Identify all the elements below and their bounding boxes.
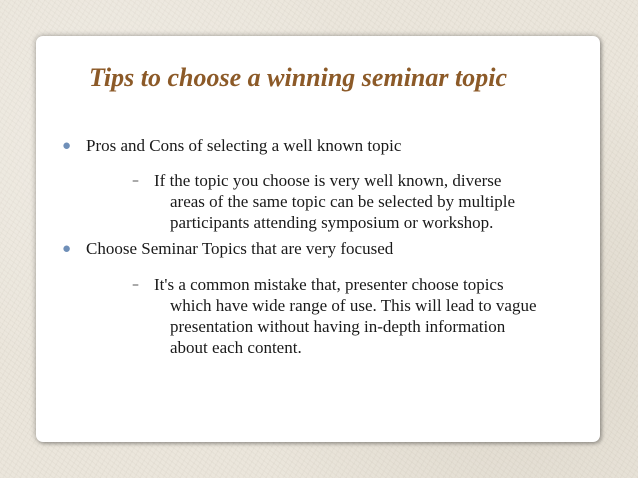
dash-icon: –: [132, 173, 139, 189]
sub-bullet-line: areas of the same topic can be selected by multiple: [170, 192, 516, 211]
sub-bullet-line: presentation without having in-depth information: [170, 317, 506, 336]
slide-title: Tips to choose a winning seminar topic: [89, 63, 507, 92]
bullet-dot-icon: ●: [62, 138, 72, 154]
sub-bullet-line: which have wide range of use. This will lead to vague: [170, 296, 537, 315]
bullet-text: Pros and Cons of selecting a well known topic: [86, 136, 402, 155]
sub-bullet-line: participants attending symposium or workshop.: [170, 213, 494, 232]
bullet-dot-icon: ●: [62, 241, 72, 257]
sub-bullet-line: about each content.: [170, 338, 302, 357]
bullet-text: Choose Seminar Topics that are very focused: [86, 239, 394, 258]
sub-bullet-line: If the topic you choose is very well known, diverse: [154, 171, 502, 190]
dash-icon: –: [132, 277, 139, 293]
sub-bullet-line: It's a common mistake that, presenter choose topics: [154, 275, 504, 294]
